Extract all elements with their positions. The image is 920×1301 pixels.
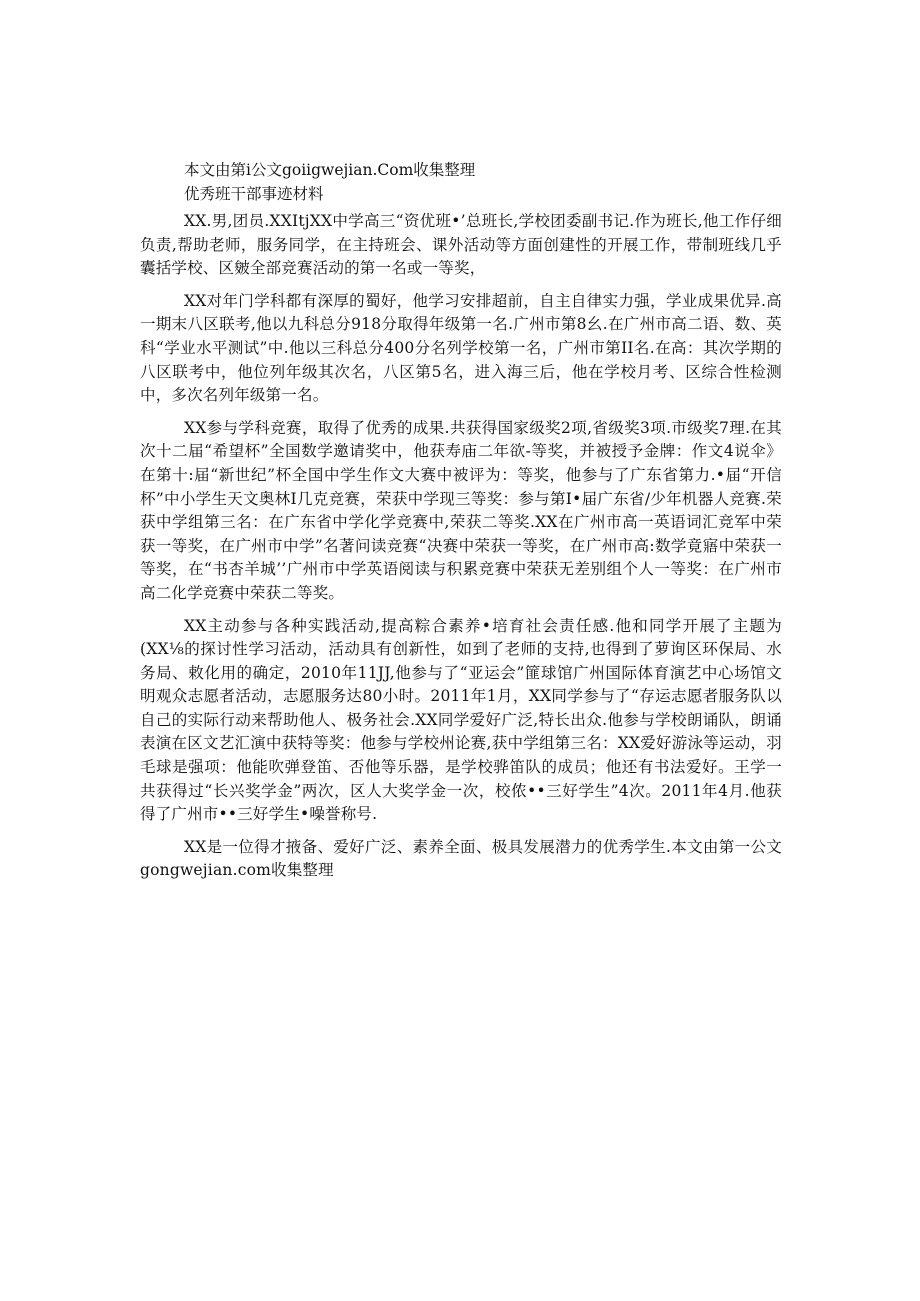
source-note: 本文由第i公文goiigwejian.Com收集整理 — [184, 161, 476, 179]
document-title: 优秀班干部事迹材料 — [184, 185, 324, 203]
paragraph-conclusion: XX是一位得才掖备、爱好广泛、素养全面、极具发展潜力的优秀学生.本文由第一公文gongwejian.com收集整理 — [140, 837, 782, 880]
document-page — [140, 158, 782, 883]
paragraph-intro: XX.男,团员.XXItjXX中学高三“资优班•’总班长,学校团委副书记.作为班长,他工作仔细负责,帮助老师，服务同学，在主持班会、课外活动等方面创建性的开展工作，带制班线几乎囊括学校、区皴全部竞赛活动的第一名或一等奖， — [140, 212, 782, 278]
paragraph-activities: XX主动参与各种实践活动,提高粽合素养•培育社会责任感.他和同学开展了主题为(XX⅛的探讨性学习活动，活动具有创新性，如到了老师的支持,也得到了萝询区环保局、水务局、敕化用的确定，2010年11JJ,他参与了“亚运会”篚球馆广州国际体育演艺中心场馆文明观众志愿者活动，志愿服务达80小时。2011年1月，XX同学参与了“存运志愿者服务队以自己的实际行动来帮助他人、极务社会.XX同学爱好广泛,特长出众.他参与学校朗诵队，朗诵表演在区文艺汇演中获特等奖：他参与学校州论赛,获中学组第三名：XX爱好游泳等运动，羽毛球是强项：他能吹弹登笛、否他等乐器，是学校骅笛队的成员；他还有书法爱好。王学一共获得过“长兴奖学金”两次，区人大奖学金一次，校侬••三好学生”4次。2011年4月.他获得了广州市••三好学生•噪誉称号. — [140, 616, 782, 824]
paragraph-academics: XX对年门学科都有深厚的蜀好，他学习安排超前，自主自律实力强，学业成果优异.高一期末八区联考,他以九科总分918分取得年级第一名.广州市第8幺.在广州市高二语、数、英科“学业水平测试”中.他以三科总分400分名列学校第一名，广州市第II名.在高：其次学期的八区联考中，他位列年级其次名，八区第5名，进入海三后，他在学校月考、区综合性检测中，多次名列年级第一名。 — [140, 291, 782, 405]
paragraph-competitions: XX参与学科竞赛，取得了优秀的成果.共获得国家级奖2项,省级奖3项.市级奖7理.在其次十二届“希望杯”全国数学邀请奖中，他获寿庙二年欲-等奖，并被授予金牌：作文4说伞》在第十:届“新世纪”杯全国中学生作文大赛中被评为：等奖，他参与了广东省第力.•届“开信杯”中小学生天文奥林I几克竞赛，荣获中学现三等奖：参与第I•届广东省/少年机器人竞赛.荣获中学组第三名：在广东省中学化学竞赛中,荣获二等奖.XX在广州市高一英语词汇竞军中荣获一等奖，在广州市中学”名著问读竞赛“决赛中荣获一等奖，在广州市高:数学竟寤中荣获一等奖，在“书杏羊城’’广州市中学英语阅读与积累竞赛中荣获无差别组个人一等奖：在广州市高二化学竞赛中荣获二等奖。 — [140, 418, 782, 602]
